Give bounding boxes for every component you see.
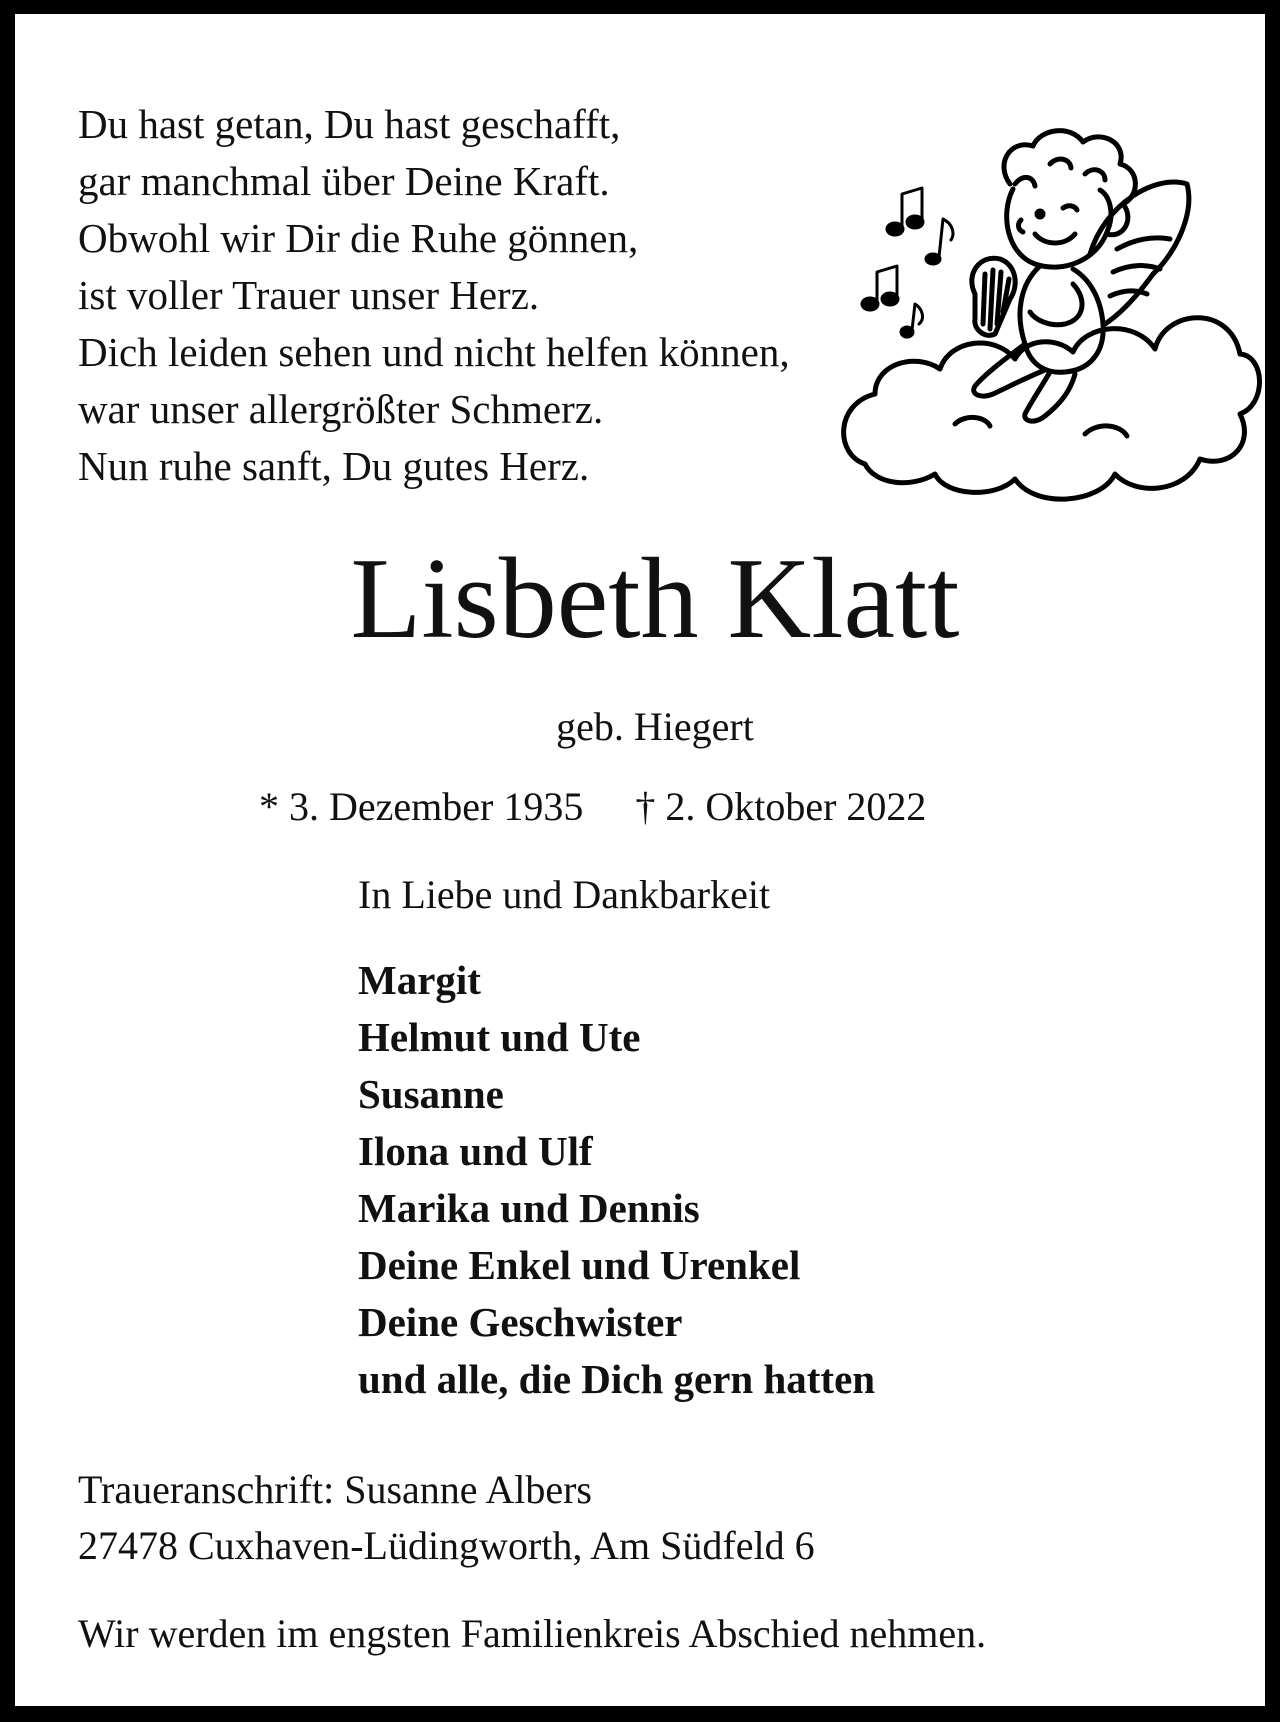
mourner-entry: Deine Enkel und Urenkel (358, 1242, 801, 1288)
mourner-entry: und alle, die Dich gern hatten (358, 1356, 876, 1402)
poem-line: Dich leiden sehen und nicht helfen können, (78, 329, 790, 375)
mourner-entry: Deine Geschwister (358, 1299, 683, 1345)
poem-line: war unser allergrößter Schmerz. (78, 386, 604, 432)
deceased-name: Lisbeth Klatt (350, 535, 960, 663)
mourners-list (358, 952, 875, 1408)
address-line: 27478 Cuxhaven-Lüdingworth, Am Südfeld 6 (78, 1523, 815, 1568)
poem-line: ist voller Trauer unser Herz. (78, 272, 540, 318)
poem-line: gar manchmal über Deine Kraft. (78, 158, 610, 204)
mourner-entry: Ilona und Ulf (358, 1128, 593, 1174)
birth-date: * 3. Dezember 1935 (259, 784, 584, 829)
poem (78, 96, 790, 495)
poem-line: Du hast getan, Du hast geschafft, (78, 101, 621, 147)
birth-name: geb. Hiegert (556, 704, 754, 749)
poem-line: Nun ruhe sanft, Du gutes Herz. (78, 443, 590, 489)
mourning-address (78, 1462, 815, 1574)
address-line: Traueranschrift: Susanne Albers (78, 1467, 592, 1512)
closing-note: Wir werden im engsten Familienkreis Abschied nehmen. (78, 1611, 987, 1656)
death-date: † 2. Oktober 2022 (635, 784, 927, 829)
mourner-entry: Susanne (358, 1071, 504, 1117)
mourner-entry: Helmut und Ute (358, 1014, 641, 1060)
life-dates (259, 782, 926, 832)
mourner-entry: Marika und Dennis (358, 1185, 700, 1231)
angel-with-harp-on-cloud-icon (835, 124, 1265, 524)
mourner-entry: Margit (358, 957, 481, 1003)
poem-line: Obwohl wir Dir die Ruhe gönnen, (78, 215, 639, 261)
dedication: In Liebe und Dankbarkeit (358, 872, 771, 917)
